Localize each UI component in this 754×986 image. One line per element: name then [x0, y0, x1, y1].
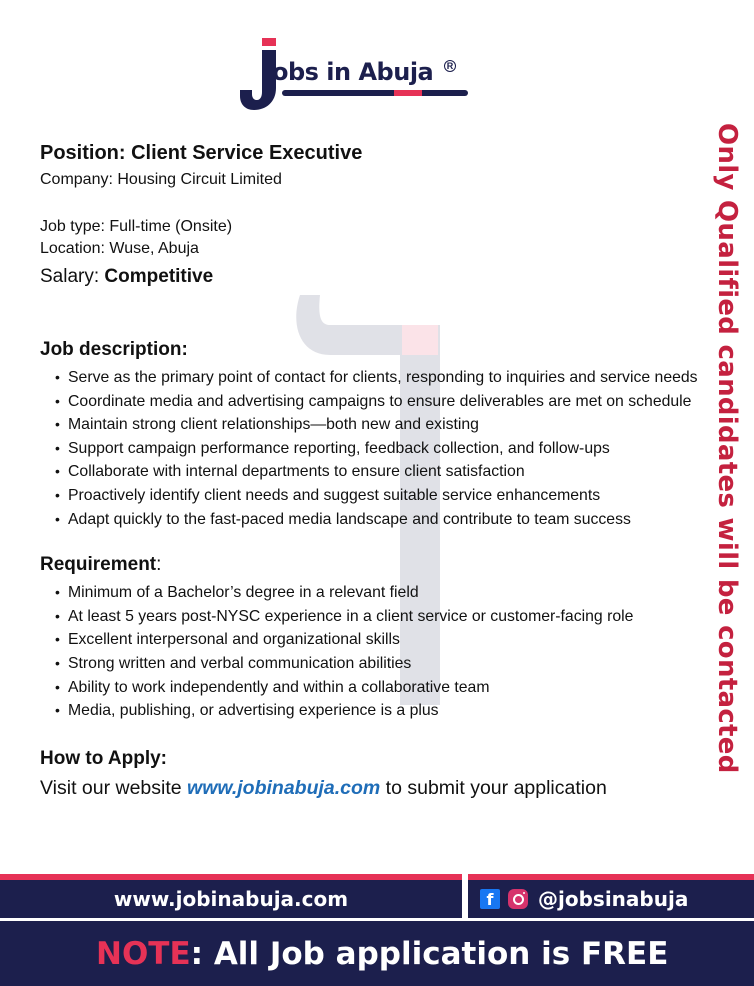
brand-logo	[238, 36, 468, 114]
footer-note	[0, 918, 754, 986]
list-item: • Ability to work independently and within a collaborative team	[68, 676, 700, 700]
job-description-list	[40, 366, 700, 531]
list-item: • Strong written and verbal communication abilities	[68, 652, 700, 676]
list-item: • At least 5 years post-NYSC experience in a client service or customer-facing role	[68, 605, 700, 629]
facebook-icon[interactable]: f	[480, 889, 500, 909]
salary-value: Competitive	[104, 266, 214, 287]
list-item: • Support campaign performance reporting, feedback collection, and follow-ups	[68, 437, 700, 461]
logo-text: obs in Abuja	[272, 58, 434, 86]
salary-label: Salary:	[40, 266, 105, 287]
apply-prefix: Visit our website	[40, 776, 188, 799]
requirement-title-text: Requirement	[40, 554, 157, 576]
list-item: • Collaborate with internal departments to ensure client satisfaction	[68, 460, 700, 484]
registered-mark-icon: R	[444, 60, 456, 72]
footer-social[interactable]	[468, 880, 754, 918]
how-to-apply-title: How to Apply:	[40, 747, 167, 769]
apply-instructions	[40, 775, 700, 801]
list-item: • Maintain strong client relationships—both new and existing	[68, 413, 700, 437]
social-handle: @jobsinabuja	[538, 887, 689, 911]
note-label: NOTE	[96, 935, 191, 972]
requirement-title-colon: :	[156, 554, 162, 576]
logo-underline-accent	[394, 90, 422, 96]
list-item: • Media, publishing, or advertising experience is a plus	[68, 699, 700, 723]
instagram-icon[interactable]	[508, 889, 528, 909]
website-link[interactable]: www.jobinabuja.com	[187, 776, 381, 799]
location-line: Location: Wuse, Abuja	[40, 240, 199, 257]
list-item: • Excellent interpersonal and organizational skills	[68, 628, 700, 652]
side-banner-text: Only Qualified candidates will be contacted	[712, 123, 742, 774]
requirement-title	[40, 553, 700, 577]
company-line: Company: Housing Circuit Limited	[40, 171, 282, 188]
apply-suffix: to submit your application	[380, 776, 607, 799]
list-item: • Proactively identify client needs and suggest suitable service enhancements	[68, 484, 700, 508]
salary-line	[40, 264, 700, 290]
logo-underline	[282, 90, 468, 96]
job-content	[40, 140, 700, 801]
list-item: • Minimum of a Bachelor’s degree in a relevant field	[68, 581, 700, 605]
list-item: • Coordinate media and advertising campaigns to ensure deliverables are met on schedule	[68, 390, 700, 414]
list-item: • Serve as the primary point of contact for clients, responding to inquiries and service needs	[68, 366, 700, 390]
list-item: • Adapt quickly to the fast-paced media landscape and contribute to team success	[68, 508, 700, 532]
requirement-list	[40, 581, 700, 723]
job-type-line: Job type: Full-time (Onsite)	[40, 218, 233, 235]
note-text: : All Job application is FREE	[190, 935, 669, 972]
position-title: Position: Client Service Executive	[40, 142, 363, 164]
job-description-title: Job description:	[40, 339, 188, 360]
footer-website[interactable]: www.jobinabuja.com	[0, 880, 462, 918]
